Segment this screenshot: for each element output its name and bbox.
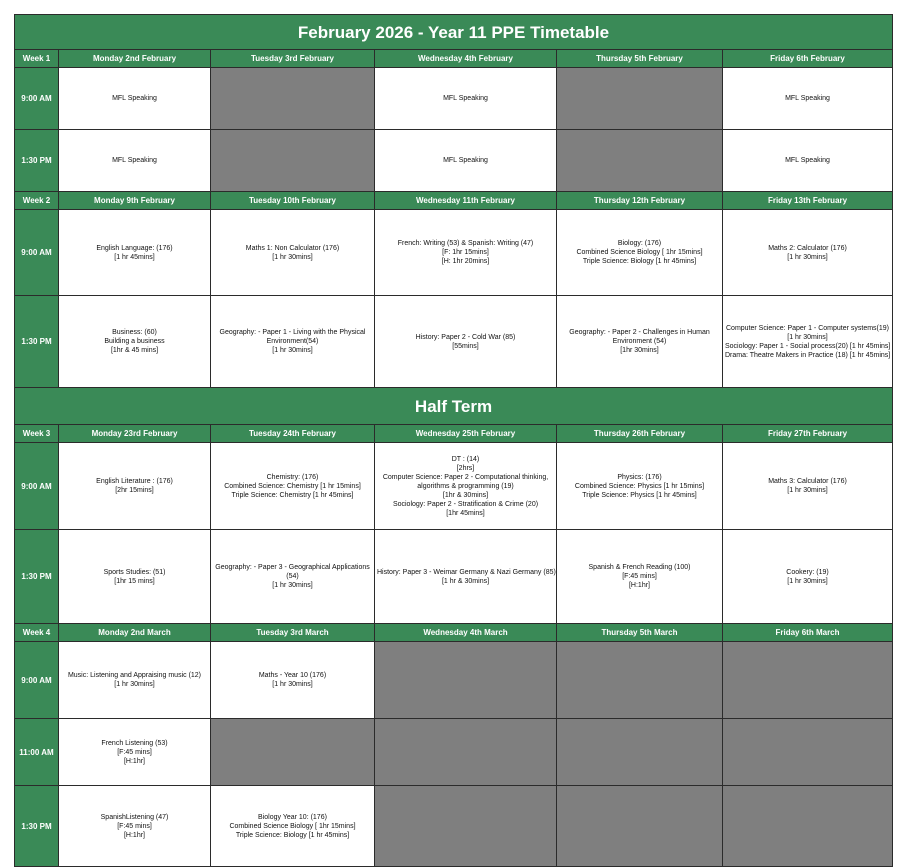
no-exam-cell bbox=[723, 719, 893, 786]
exam-cell[interactable] bbox=[375, 443, 557, 530]
exam-cell[interactable] bbox=[723, 296, 893, 388]
exam-line: [F: 1hr 15mins] bbox=[442, 249, 489, 256]
day-header: Tuesday 10th February bbox=[211, 192, 375, 210]
exam-cell[interactable] bbox=[59, 719, 211, 786]
exam-line: Business: (60) bbox=[112, 329, 157, 336]
exam-cell[interactable] bbox=[211, 530, 375, 624]
exam-cell[interactable] bbox=[723, 530, 893, 624]
week-label: Week 3 bbox=[15, 425, 59, 443]
exam-line: Chemistry: (176) bbox=[266, 473, 319, 481]
session-time: 9:00 AM bbox=[15, 68, 59, 130]
exam-line: [1hr 30mins] bbox=[620, 347, 659, 354]
exam-line: Physics: (176) bbox=[617, 473, 662, 481]
day-header: Friday 6th February bbox=[723, 50, 893, 68]
no-exam-cell bbox=[557, 130, 723, 192]
session-time: 1:30 PM bbox=[15, 530, 59, 624]
exam-line: [F:45 mins] bbox=[117, 822, 152, 830]
exam-cell[interactable] bbox=[211, 296, 375, 388]
exam-line: English Literature : (176) bbox=[96, 478, 173, 485]
session-row bbox=[15, 130, 893, 192]
exam-cell[interactable] bbox=[59, 68, 211, 130]
exam-line: Environment (54) bbox=[612, 338, 667, 345]
exam-cell[interactable] bbox=[723, 210, 893, 296]
session-time: 9:00 AM bbox=[15, 210, 59, 296]
exam-line: Sociology: Paper 2 - Stratification & Crime (20) bbox=[392, 500, 539, 508]
day-header: Thursday 5th March bbox=[557, 624, 723, 642]
exam-line: [H:1hr] bbox=[123, 757, 145, 765]
exam-line: MFL Speaking bbox=[443, 157, 488, 164]
exam-line: French Listening (53) bbox=[101, 739, 168, 747]
timetable-title: February 2026 - Year 11 PPE Timetable bbox=[15, 15, 893, 50]
exam-line: [1hr & 45 mins] bbox=[110, 347, 159, 354]
session-row bbox=[15, 786, 893, 867]
no-exam-cell bbox=[375, 642, 557, 719]
exam-line: [55mins] bbox=[452, 342, 479, 350]
day-header: Thursday 26th February bbox=[557, 425, 723, 443]
day-header: Thursday 12th February bbox=[557, 192, 723, 210]
day-header: Thursday 5th February bbox=[557, 50, 723, 68]
exam-cell[interactable] bbox=[375, 530, 557, 624]
exam-line: [H:1hr] bbox=[123, 831, 145, 839]
exam-cell[interactable] bbox=[59, 296, 211, 388]
session-row bbox=[15, 68, 893, 130]
session-row bbox=[15, 443, 893, 530]
exam-line: English Language: (176) bbox=[96, 244, 173, 252]
exam-line: Maths 2: Calculator (176) bbox=[768, 244, 847, 252]
exam-cell[interactable] bbox=[557, 530, 723, 624]
exam-line: [1 hr 30mins] bbox=[787, 253, 828, 261]
exam-line: Sports Studies: (51) bbox=[103, 568, 166, 576]
day-header: Monday 23rd February bbox=[59, 425, 211, 443]
exam-line: Combined Science: Physics [1 hr 15mins] bbox=[574, 482, 705, 490]
exam-line: Spanish & French Reading (100) bbox=[588, 564, 691, 571]
session-row bbox=[15, 719, 893, 786]
exam-line: [1 hr 30mins] bbox=[114, 681, 155, 688]
session-time: 1:30 PM bbox=[15, 786, 59, 867]
exam-line: [1hr 45mins] bbox=[446, 509, 485, 517]
exam-line: [2hr 15mins] bbox=[115, 487, 154, 494]
exam-cell[interactable] bbox=[557, 443, 723, 530]
day-header: Monday 2nd February bbox=[59, 50, 211, 68]
exam-line: [1 hr 30mins] bbox=[272, 347, 313, 354]
exam-line: Triple Science: Chemistry [1 hr 45mins] bbox=[231, 491, 354, 499]
day-header: Wednesday 25th February bbox=[375, 425, 557, 443]
no-exam-cell bbox=[375, 719, 557, 786]
exam-line: SpanishListening (47) bbox=[100, 813, 169, 821]
day-header: Friday 13th February bbox=[723, 192, 893, 210]
exam-cell[interactable] bbox=[723, 130, 893, 192]
exam-line: Cookery: (19) bbox=[786, 568, 829, 576]
exam-line: Triple Science: Biology [1 hr 45mins] bbox=[582, 258, 697, 265]
session-row bbox=[15, 642, 893, 719]
exam-line: Geography: - Paper 1 - Living with the Physical bbox=[219, 329, 366, 336]
exam-cell[interactable] bbox=[59, 530, 211, 624]
day-header: Wednesday 11th February bbox=[375, 192, 557, 210]
day-header: Wednesday 4th February bbox=[375, 50, 557, 68]
no-exam-cell bbox=[211, 130, 375, 192]
exam-line: [1hr 15 mins] bbox=[114, 577, 155, 585]
exam-line: Computer Science: Paper 1 - Computer systems(19) bbox=[726, 324, 890, 332]
exam-line: [H:1hr] bbox=[628, 582, 650, 589]
exam-line: [F:45 mins] bbox=[117, 748, 152, 756]
timetable bbox=[14, 14, 893, 867]
exam-line: History: Paper 3 - Weimar Germany & Nazi Germany (85) bbox=[377, 568, 556, 576]
exam-cell[interactable] bbox=[59, 210, 211, 296]
exam-line: Geography: - Paper 2 - Challenges in Human bbox=[569, 329, 710, 336]
exam-line: [1 hr 30mins] bbox=[787, 577, 828, 585]
exam-line: Sociology: Paper 1 - Social process(20) [1 hr 45mins] bbox=[725, 342, 891, 350]
session-row bbox=[15, 530, 893, 624]
session-time: 9:00 AM bbox=[15, 642, 59, 719]
exam-line: Biology Year 10: (176) bbox=[258, 813, 327, 821]
exam-line: Triple Science: Physics [1 hr 45mins] bbox=[582, 491, 697, 499]
day-header: Tuesday 3rd March bbox=[211, 624, 375, 642]
no-exam-cell bbox=[557, 642, 723, 719]
exam-line: Triple Science: Biology [1 hr 45mins] bbox=[235, 831, 350, 839]
half-term-banner: Half Term bbox=[15, 388, 893, 425]
exam-line: French: Writing (53) & Spanish: Writing (47) bbox=[397, 240, 534, 247]
exam-line: Environment(54) bbox=[266, 338, 319, 345]
exam-line: MFL Speaking bbox=[112, 157, 157, 164]
exam-cell[interactable] bbox=[59, 786, 211, 867]
exam-line: (54) bbox=[286, 573, 299, 580]
exam-line: MFL Speaking bbox=[443, 95, 488, 102]
day-header: Friday 27th February bbox=[723, 425, 893, 443]
exam-line: [H: 1hr 20mins] bbox=[441, 258, 490, 265]
exam-cell[interactable] bbox=[59, 443, 211, 530]
day-header: Monday 9th February bbox=[59, 192, 211, 210]
exam-cell[interactable] bbox=[59, 130, 211, 192]
day-header: Monday 2nd March bbox=[59, 624, 211, 642]
exam-cell[interactable] bbox=[375, 68, 557, 130]
exam-line: Computer Science: Paper 2 - Computational thinking, bbox=[382, 473, 549, 481]
exam-line: Maths 1: Non Calculator (176) bbox=[245, 244, 340, 252]
exam-line: [F:45 mins] bbox=[622, 573, 657, 580]
session-row bbox=[15, 296, 893, 388]
exam-cell[interactable] bbox=[557, 210, 723, 296]
no-exam-cell bbox=[557, 719, 723, 786]
exam-line: MFL Speaking bbox=[785, 95, 830, 102]
exam-line: Combined Science Biology [ 1hr 15mins] bbox=[229, 822, 356, 830]
exam-cell[interactable] bbox=[375, 130, 557, 192]
exam-cell[interactable] bbox=[375, 210, 557, 296]
exam-line: Maths 3: Calculator (176) bbox=[768, 478, 847, 485]
no-exam-cell bbox=[723, 786, 893, 867]
week-label: Week 2 bbox=[15, 192, 59, 210]
session-row bbox=[15, 210, 893, 296]
no-exam-cell bbox=[557, 786, 723, 867]
no-exam-cell bbox=[557, 68, 723, 130]
no-exam-cell bbox=[211, 719, 375, 786]
session-time: 1:30 PM bbox=[15, 130, 59, 192]
exam-line: [1 hr 45mins] bbox=[114, 253, 155, 261]
exam-line: Building a business bbox=[104, 338, 165, 345]
session-time: 1:30 PM bbox=[15, 296, 59, 388]
exam-line: [1 hr & 30mins] bbox=[441, 577, 490, 585]
exam-line: [1 hr 30mins] bbox=[272, 253, 313, 261]
exam-line: Music: Listening and Appraising music (12) bbox=[67, 672, 202, 679]
day-header: Friday 6th March bbox=[723, 624, 893, 642]
exam-line: MFL Speaking bbox=[785, 157, 830, 164]
no-exam-cell bbox=[723, 642, 893, 719]
exam-cell[interactable] bbox=[211, 642, 375, 719]
exam-line: Geography: - Paper 3 - Geographical Applications bbox=[215, 564, 370, 571]
exam-line: Drama: Theatre Makers in Practice (18) [1 hr 45mins] bbox=[725, 351, 891, 359]
exam-line: algorithms & programming (19) bbox=[417, 482, 514, 490]
day-header: Wednesday 4th March bbox=[375, 624, 557, 642]
exam-line: DT : (14) bbox=[451, 455, 480, 463]
exam-line: MFL Speaking bbox=[112, 95, 157, 102]
exam-cell[interactable] bbox=[211, 786, 375, 867]
exam-line: Maths - Year 10 (176) bbox=[258, 672, 327, 679]
session-time: 11:00 AM bbox=[15, 719, 59, 786]
exam-line: Combined Science Biology [ 1hr 15mins] bbox=[576, 249, 703, 256]
exam-line: Biology: (176) bbox=[617, 240, 662, 247]
exam-cell[interactable] bbox=[557, 296, 723, 388]
exam-line: [1 hr 30mins] bbox=[272, 681, 313, 688]
exam-cell[interactable] bbox=[375, 296, 557, 388]
week-label: Week 1 bbox=[15, 50, 59, 68]
exam-line: History: Paper 2 - Cold War (85) bbox=[415, 333, 516, 341]
no-exam-cell bbox=[375, 786, 557, 867]
exam-cell[interactable] bbox=[723, 443, 893, 530]
exam-line: [1 hr 30mins] bbox=[787, 487, 828, 494]
exam-cell[interactable] bbox=[59, 642, 211, 719]
exam-cell[interactable] bbox=[211, 210, 375, 296]
exam-cell[interactable] bbox=[723, 68, 893, 130]
exam-cell[interactable] bbox=[211, 443, 375, 530]
day-header: Tuesday 24th February bbox=[211, 425, 375, 443]
week-label: Week 4 bbox=[15, 624, 59, 642]
session-time: 9:00 AM bbox=[15, 443, 59, 530]
exam-line: [1 hr 30mins] bbox=[272, 582, 313, 589]
day-header: Tuesday 3rd February bbox=[211, 50, 375, 68]
no-exam-cell bbox=[211, 68, 375, 130]
exam-line: [1hr & 30mins] bbox=[442, 491, 489, 499]
exam-line: [1 hr 30mins] bbox=[787, 333, 828, 341]
exam-line: Combined Science: Chemistry [1 hr 15mins] bbox=[224, 482, 361, 490]
exam-line: [2hrs] bbox=[456, 464, 475, 472]
